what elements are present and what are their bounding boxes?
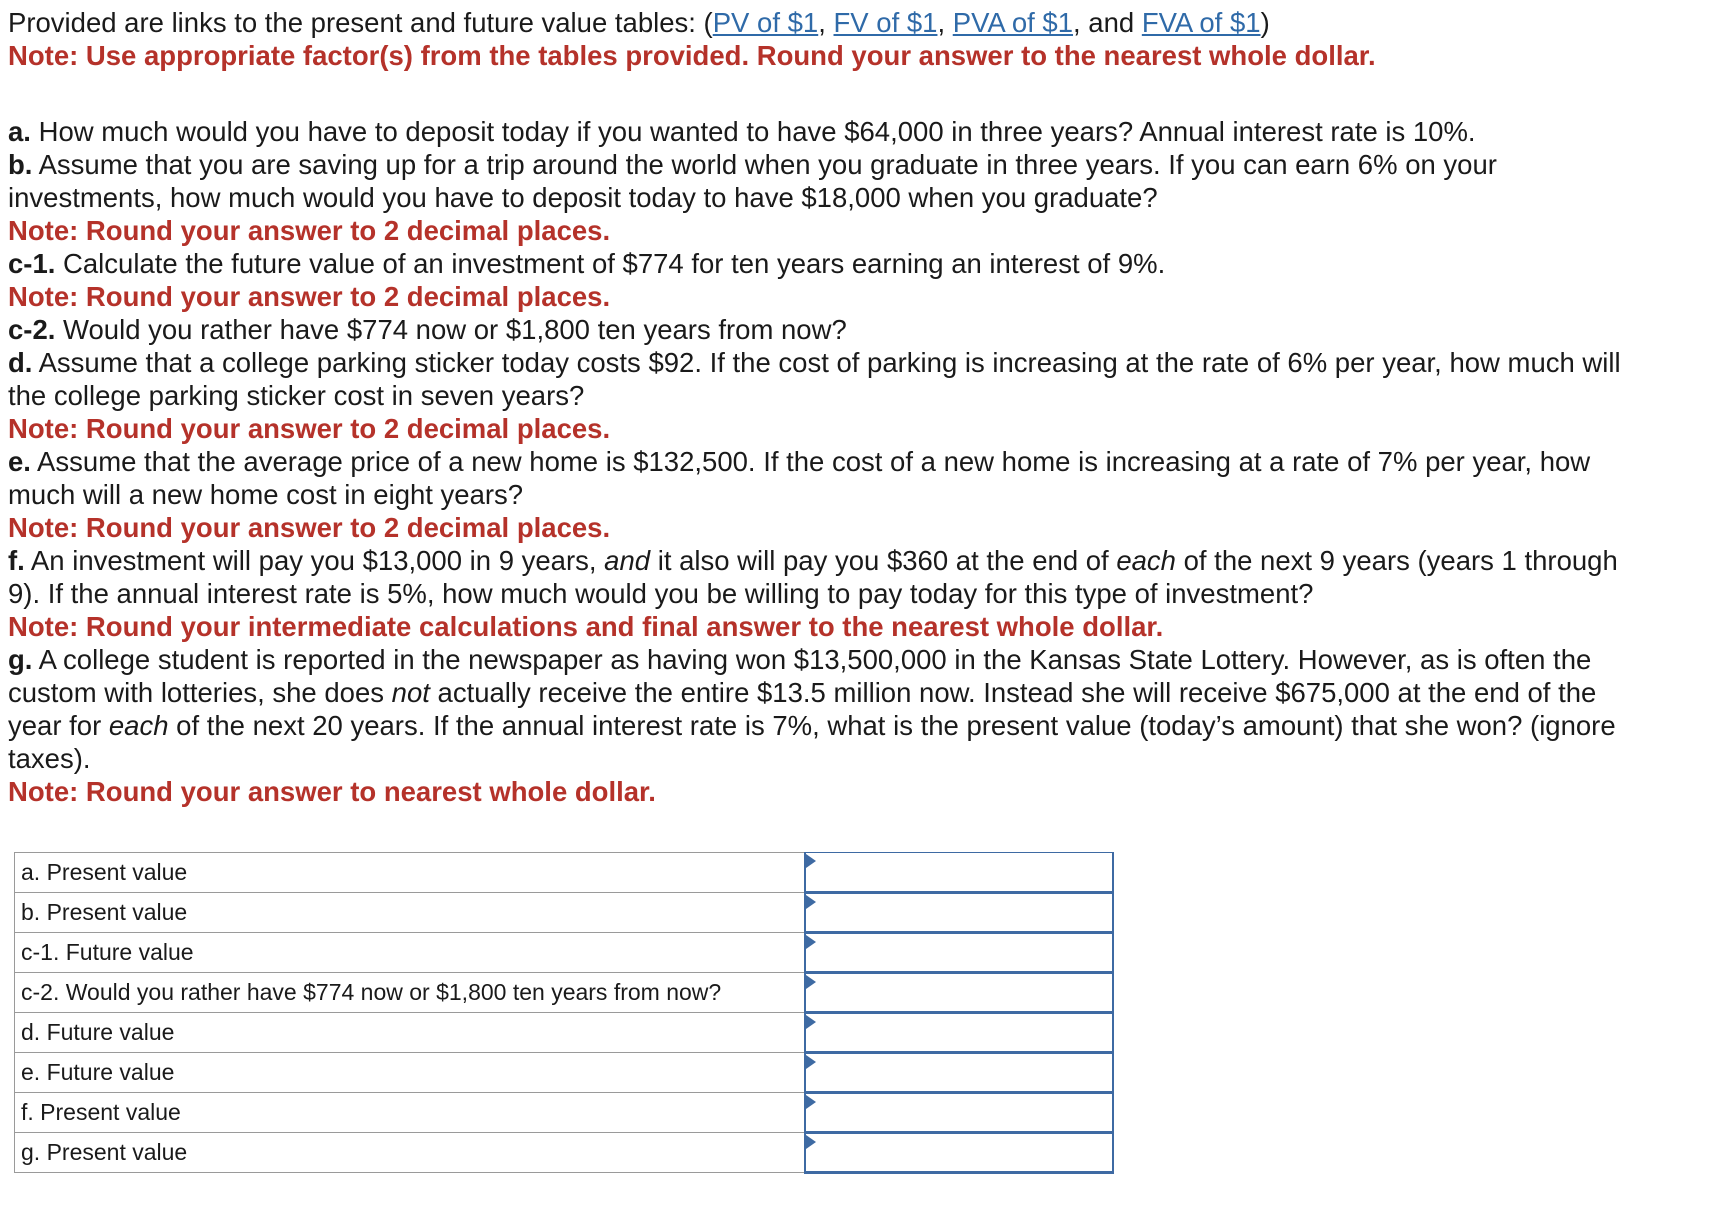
question-text: Would you rather have $774 now or $1,800 ten years from now? xyxy=(55,314,847,345)
input-marker-icon xyxy=(806,1135,816,1149)
answer-input-e[interactable] xyxy=(806,1055,1112,1091)
answer-cell[interactable] xyxy=(805,1013,1113,1053)
row-label: d. Future value xyxy=(15,1013,805,1053)
question-d-note: Note: Round your answer to 2 decimal places. xyxy=(8,413,611,444)
link-separator: , xyxy=(818,7,834,38)
table-row xyxy=(15,1013,1113,1053)
link-fv-of-1[interactable]: FV of $1 xyxy=(833,7,938,38)
answer-input-g[interactable] xyxy=(806,1135,1112,1171)
question-c1 xyxy=(8,247,1702,280)
row-label: f. Present value xyxy=(15,1093,805,1133)
question-f-line2: 9). If the annual interest rate is 5%, how much would you be willing to pay today for this type of investment? xyxy=(8,578,1314,609)
question-label: c-1. xyxy=(8,248,56,279)
question-a xyxy=(8,115,1702,148)
answer-input-f[interactable] xyxy=(806,1095,1112,1131)
table-row xyxy=(15,1093,1113,1133)
answer-cell[interactable] xyxy=(805,893,1113,933)
question-b-line2: investments, how much would you have to deposit today to have $18,000 when you graduate? xyxy=(8,182,1158,213)
answer-input-c1[interactable] xyxy=(806,935,1112,971)
question-d-line1 xyxy=(8,346,1702,379)
answer-input-a[interactable] xyxy=(806,854,1112,890)
answer-input-d[interactable] xyxy=(806,1015,1112,1051)
answer-cell[interactable] xyxy=(805,933,1113,973)
question-text: custom with lotteries, she does xyxy=(8,677,392,708)
question-text: A college student is reported in the newspaper as having won $13,500,000 in the Kansas State Lottery. However, as is often the xyxy=(32,644,1592,675)
question-f-line1 xyxy=(8,544,1702,577)
question-b-note: Note: Round your answer to 2 decimal places. xyxy=(8,215,611,246)
row-label: e. Future value xyxy=(15,1053,805,1093)
row-label: c-2. Would you rather have $774 now or $1,800 ten years from now? xyxy=(15,973,805,1013)
main-note: Note: Use appropriate factor(s) from the tables provided. Round your answer to the nearest whole dollar. xyxy=(8,40,1376,71)
question-e-line2: much will a new home cost in eight years? xyxy=(8,479,524,510)
question-text: How much would you have to deposit today if you wanted to have $64,000 in three years? Annual interest rate is 10%. xyxy=(30,116,1476,147)
links-line xyxy=(8,6,1702,39)
table-row xyxy=(15,933,1113,973)
question-g-line2 xyxy=(8,676,1702,709)
question-b-line1 xyxy=(8,148,1702,181)
question-label: d. xyxy=(8,347,33,378)
answer-input-c2[interactable] xyxy=(806,975,1112,1011)
question-label: g. xyxy=(8,644,33,675)
answer-cell[interactable] xyxy=(805,853,1113,893)
link-pv-of-1[interactable]: PV of $1 xyxy=(712,7,819,38)
problem-content xyxy=(8,6,1702,808)
emphasis-text: not xyxy=(391,677,430,708)
question-g-line4: taxes). xyxy=(8,743,91,774)
answer-cell[interactable] xyxy=(805,1093,1113,1133)
question-text: Calculate the future value of an investment of $774 for ten years earning an interest of 9%. xyxy=(55,248,1166,279)
question-c2 xyxy=(8,313,1702,346)
question-c1-note: Note: Round your answer to 2 decimal places. xyxy=(8,281,611,312)
input-marker-icon xyxy=(806,1015,816,1029)
input-marker-icon xyxy=(806,1095,816,1109)
question-d-line2: the college parking sticker cost in seven years? xyxy=(8,380,585,411)
answer-cell[interactable] xyxy=(805,973,1113,1013)
question-text: year for xyxy=(8,710,109,741)
question-text: actually receive the entire $13.5 million now. Instead she will receive $675,000 at the end of the xyxy=(429,677,1597,708)
table-row xyxy=(15,973,1113,1013)
link-fva-of-1[interactable]: FVA of $1 xyxy=(1141,7,1261,38)
question-label: f. xyxy=(8,545,25,576)
question-g-note: Note: Round your answer to nearest whole dollar. xyxy=(8,776,656,807)
input-marker-icon xyxy=(806,1055,816,1069)
row-label: c-1. Future value xyxy=(15,933,805,973)
row-label: b. Present value xyxy=(15,893,805,933)
table-row xyxy=(15,1133,1113,1173)
answer-cell[interactable] xyxy=(805,1133,1113,1173)
question-text: it also will pay you $360 at the end of xyxy=(650,545,1117,576)
question-label: c-2. xyxy=(8,314,56,345)
question-text: An investment will pay you $13,000 in 9 years, xyxy=(24,545,605,576)
question-f-note: Note: Round your intermediate calculations and final answer to the nearest whole dollar. xyxy=(8,611,1164,642)
question-label: e. xyxy=(8,446,31,477)
table-row xyxy=(15,893,1113,933)
input-marker-icon xyxy=(806,935,816,949)
question-text: Assume that the average price of a new home is $132,500. If the cost of a new home is increasing at a rate of 7% per year, how xyxy=(30,446,1591,477)
emphasis-text: and xyxy=(604,545,651,576)
question-text: Assume that a college parking sticker today costs $92. If the cost of parking is increasing at the rate of 6% per year, how much will xyxy=(32,347,1621,378)
table-row xyxy=(15,853,1113,893)
answer-cell[interactable] xyxy=(805,1053,1113,1093)
input-marker-icon xyxy=(806,854,816,868)
question-g-line1 xyxy=(8,643,1702,676)
emphasis-text: each xyxy=(1116,545,1176,576)
row-label: g. Present value xyxy=(15,1133,805,1173)
question-label: a. xyxy=(8,116,31,147)
links-intro: Provided are links to the present and future value tables: ( xyxy=(8,7,713,38)
link-pva-of-1[interactable]: PVA of $1 xyxy=(952,7,1074,38)
answer-table xyxy=(14,852,1114,1174)
link-separator: , and xyxy=(1073,7,1142,38)
row-label: a. Present value xyxy=(15,853,805,893)
links-close: ) xyxy=(1260,7,1270,38)
table-row xyxy=(15,1053,1113,1093)
input-marker-icon xyxy=(806,975,816,989)
question-text: of the next 9 years (years 1 through xyxy=(1175,545,1618,576)
emphasis-text: each xyxy=(108,710,169,741)
question-e-line1 xyxy=(8,445,1702,478)
question-e-note: Note: Round your answer to 2 decimal places. xyxy=(8,512,611,543)
question-label: b. xyxy=(8,149,33,180)
answer-input-b[interactable] xyxy=(806,895,1112,931)
input-marker-icon xyxy=(806,895,816,909)
question-text: of the next 20 years. If the annual interest rate is 7%, what is the present value (today’s amount) that she won? (ignore xyxy=(168,710,1616,741)
question-text: Assume that you are saving up for a trip around the world when you graduate in three years. If you can earn 6% on your xyxy=(32,149,1497,180)
question-g-line3 xyxy=(8,709,1702,742)
link-separator: , xyxy=(937,7,953,38)
